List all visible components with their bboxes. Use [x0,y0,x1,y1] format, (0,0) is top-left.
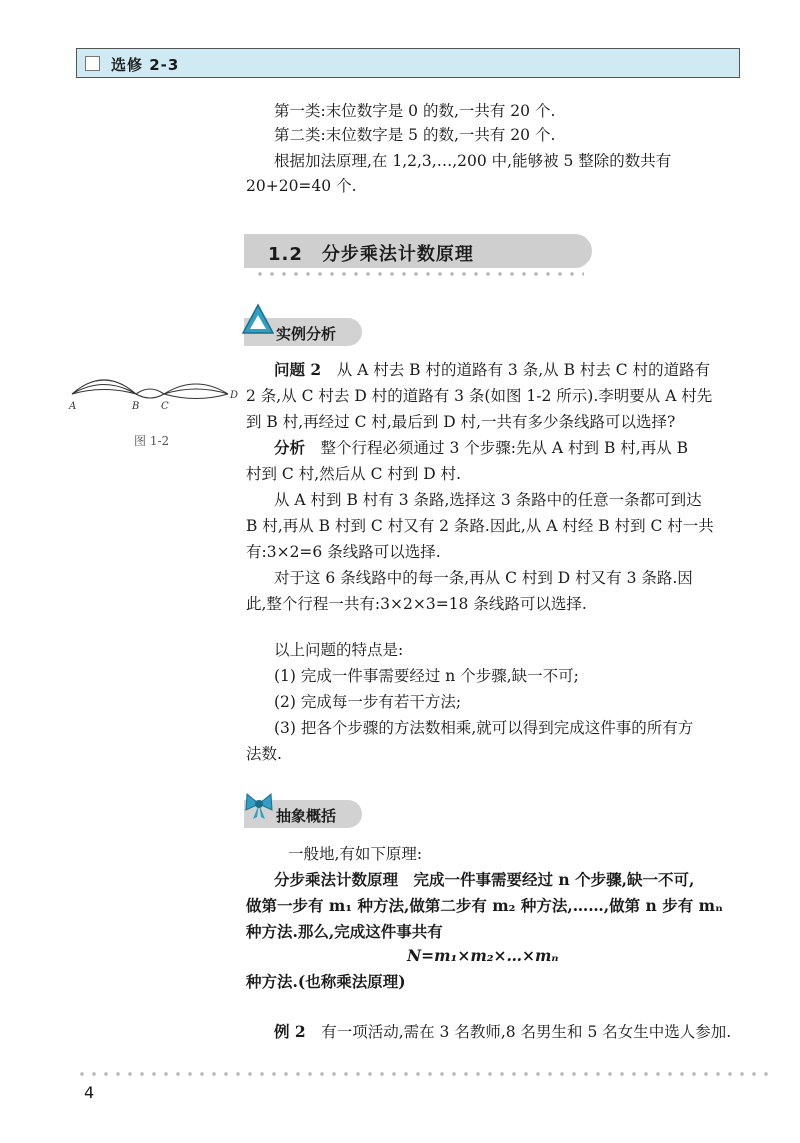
figure-label-d: D [230,390,239,401]
figure-label-b: B [132,401,140,412]
example-label: 例 2 [274,1022,306,1041]
analysis-line-6: 对于这 6 条线路中的每一条,再从 C 村到 D 村又有 3 条路.因 [274,569,693,587]
features-item-2: (2) 完成每一步有若干方法; [274,693,462,711]
section-title: 1.2 分步乘法计数原理 [268,244,474,265]
analysis-line-4: B 村,再从 B 村到 C 村又有 2 条路.因此,从 A 村经 B 村到 C 村一共 [246,517,714,535]
header-square-icon [85,56,100,71]
principle-line-4: 种方法.(也称乘法原理) [246,972,406,991]
figure-label-c: C [161,401,169,412]
example-line [274,1022,731,1042]
analysis-line-5: 有:3×2=6 条线路可以选择. [246,543,441,561]
intro-line-4: 20+20=40 个. [246,177,357,195]
intro-line-3: 根据加法原理,在 1,2,3,…,200 中,能够被 5 整除的数共有 [274,152,672,170]
principle-line-2: 做第一步有 m₁ 种方法,做第二步有 m₂ 种方法,……,做第 n 步有 mₙ [246,896,724,915]
problem-line-2: 2 条,从 C 村去 D 村的道路有 3 条(如图 1-2 所示).李明要从 A 村先 [246,387,713,405]
analysis-line-3: 从 A 村到 B 村有 3 条路,选择这 3 条路中的任意一条都可到达 [274,491,702,509]
analysis-text-1: 整个行程必须通过 3 个步骤:先从 A 村到 B 村,再从 B [320,439,689,457]
analysis-label: 分析 [274,438,306,457]
intro-line-2: 第二类:末位数字是 5 的数,一共有 20 个. [274,126,556,144]
principle-intro: 一般地,有如下原理: [288,845,423,863]
features-item-1: (1) 完成一件事需要经过 n 个步骤,缺一不可; [274,667,579,685]
analysis-line-1 [274,438,688,458]
figure-label-a: A [69,401,77,412]
intro-line-1: 第一类:末位数字是 0 的数,一共有 20 个. [274,102,556,120]
running-header [76,48,740,78]
page-number: 4 [84,1083,95,1102]
problem-line-1 [274,360,710,380]
problem-line-3: 到 B 村,再经过 C 村,最后到 D 村,一共有多少条线路可以选择? [246,413,676,431]
figure-road-diagram [60,362,240,412]
features-item-3a: (3) 把各个步骤的方法数相乘,就可以得到完成这件事的所有方 [274,719,694,737]
principle-line-3: 种方法.那么,完成这件事共有 [246,922,443,941]
features-item-3b: 法数. [246,745,282,763]
ribbon-icon [242,788,276,822]
principle-term: 分步乘法计数原理 [274,870,399,889]
section-dotted-divider [254,272,584,276]
header-title: 选修 2-3 [111,56,180,74]
triangle-icon [240,302,276,338]
principle-line-1 [274,870,694,890]
problem-text-1: 从 A 村去 B 村的道路有 3 条,从 B 村去 C 村的道路有 [336,361,711,379]
analysis-line-2: 村到 C 村,然后从 C 村到 D 村. [246,465,462,483]
principle-text-1: 完成一件事需要经过 n 个步骤,缺一不可, [413,870,695,889]
section-heading [244,234,592,268]
badge-example-analysis-label: 实例分析 [276,325,337,343]
features-intro: 以上问题的特点是: [274,641,404,659]
footer-dotted-divider [76,1072,776,1076]
badge-abstract-summary-label: 抽象概括 [276,807,337,825]
figure-caption: 图 1-2 [134,434,170,448]
analysis-line-7: 此,整个行程一共有:3×2×3=18 条线路可以选择. [246,595,587,613]
principle-formula: N=m₁×m₂×…×mₙ [407,946,559,965]
example-text: 有一项活动,需在 3 名教师,8 名男生和 5 名女生中选人参加. [321,1023,732,1041]
problem-label: 问题 2 [274,360,322,379]
